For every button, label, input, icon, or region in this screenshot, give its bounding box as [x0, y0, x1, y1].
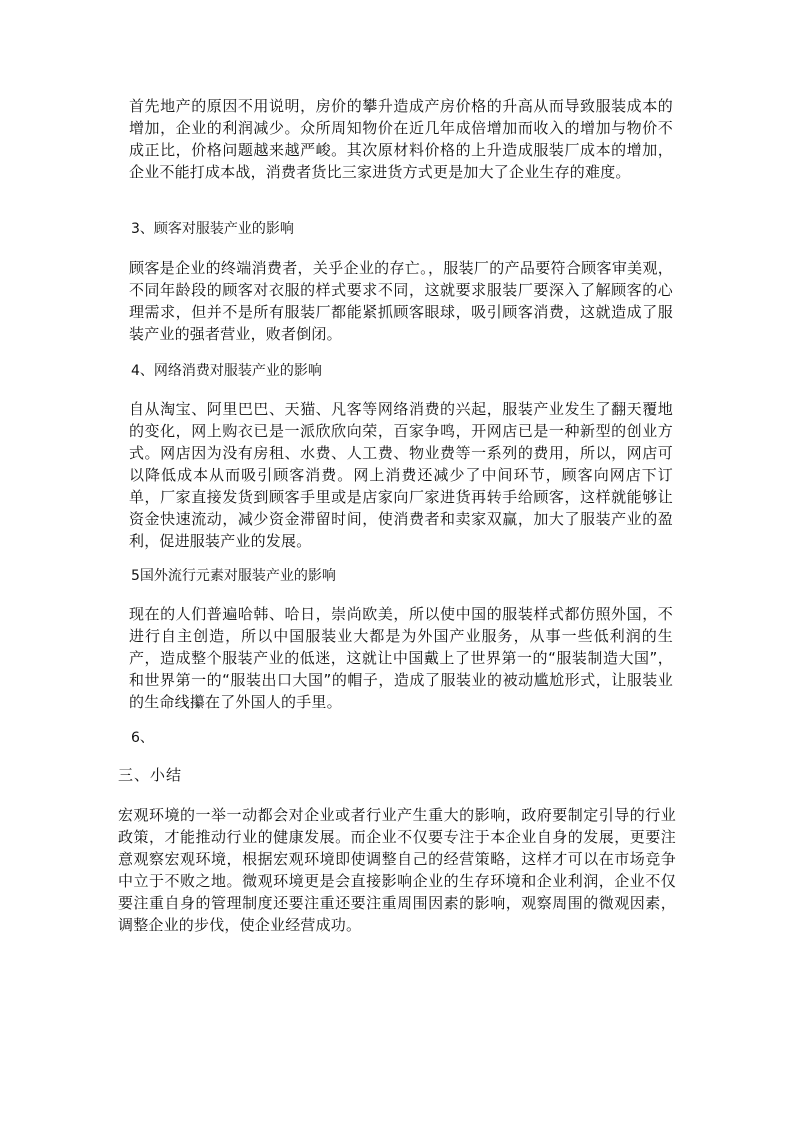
section-heading-customers: 3、顾客对服装产业的影响	[131, 221, 294, 237]
paragraph-cost-factors: 首先地产的原因不用说明，房价的攀升造成产房价格的升高从而导致服装成本的增加，企业的利润减少。众所周知物价在近几年成倍增加而收入的增加与物价不成正比，价格问题越来越严峻。其次原材料价格的上升造成服装厂成本的增加，企业不能打成本战，消费者货比三家进货方式更是加大了企业生存的难度。	[129, 97, 673, 181]
paragraph-online-consumption: 自从淘宝、阿里巴巴、天猫、凡客等网络消费的兴起，服装产业发生了翻天覆地的变化，网上购衣已是一派欣欣向荣，百家争鸣，开网店已是一种新型的创业方式。网店因为没有房租、水费、人工费、物业费等一系列的费用，所以，网店可以降低成本从而吸引顾客消费。网上消费还减少了中间环节，顾客向网店下订单，厂家直接发货到顾客手里或是店家向厂家进货再转手给顾客，这样就能够让资金快速流动，减少资金滞留时间，使消费者和卖家双赢，加大了服装产业的盈利，促进服装产业的发展。	[129, 400, 673, 550]
section-heading-six: 6、	[131, 730, 154, 746]
summary-heading: 三、小结	[118, 766, 183, 784]
paragraph-foreign-trends: 现在的人们普遍哈韩、哈日，崇尚欧美，所以使中国的服装样式都仿照外国，不进行自主创造，所以中国服装业大都是为外国产业服务，从事一些低利润的生产，造成整个服装产业的低迷，这就让中国戴上了世界第一的“服装制造大国”，和世界第一的“服装出口大国”的帽子，造成了服装业的被动尴尬形式，让服装业的生命线攥在了外国人的手里。	[129, 605, 673, 711]
section-heading-foreign-trends: 5国外流行元素对服装产业的影响	[131, 568, 336, 584]
section-heading-online-consumption: 4、网络消费对服装产业的影响	[131, 363, 322, 379]
paragraph-customers: 顾客是企业的终端消费者，关乎企业的存亡。，服装厂的产品要符合顾客审美观，不同年龄段的顾客对衣服的样式要求不同，这就要求服装厂要深入了解顾客的心理需求，但并不是所有服装厂都能紧抓顾客眼球，吸引顾客消费，这就造成了服装产业的强者营业，败者倒闭。	[129, 259, 673, 343]
paragraph-summary: 宏观环境的一举一动都会对企业或者行业产生重大的影响，政府要制定引导的行业政策，才能推动行业的健康发展。而企业不仅要专注于本企业自身的发展，更要注意观察宏观环境，根据宏观环境即使调整自己的经营策略，这样才可以在市场竞争中立于不败之地。微观环境更是会直接影响企业的生存环境和企业利润，企业不仅要注重自身的管理制度还要注重还要注重周围因素的影响，观察周围的微观因素，调整企业的步伐，使企业经营成功。	[118, 806, 676, 934]
